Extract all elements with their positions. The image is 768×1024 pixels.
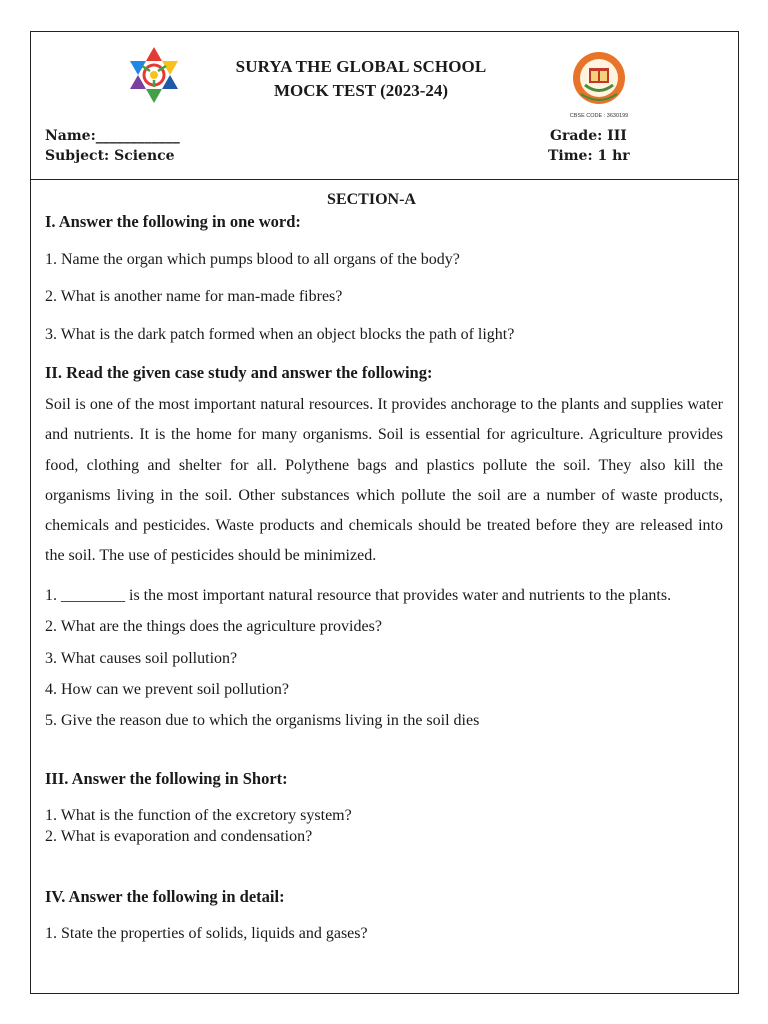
part2-question: 4. How can we prevent soil pollution?	[45, 681, 289, 698]
exam-sheet	[30, 31, 739, 994]
part1-heading: I. Answer the following in one word:	[45, 212, 301, 231]
part3-question: 1. What is the function of the excretory system?	[45, 807, 352, 824]
part4-heading: IV. Answer the following in detail:	[45, 887, 285, 906]
grade-label: Grade: III	[550, 128, 627, 144]
part2-heading: II. Read the given case study and answer the following:	[45, 363, 433, 382]
name-field-label: Name:____________	[45, 128, 180, 144]
part2-question: 1. ________ is the most important natural resource that provides water and nutrients to the plants.	[45, 587, 672, 604]
section-title: SECTION-A	[327, 191, 416, 208]
subject-label: Subject: Science	[45, 148, 175, 164]
exam-title: MOCK TEST (2023-24)	[273, 81, 449, 100]
school-name: SURYA THE GLOBAL SCHOOL	[235, 57, 487, 76]
cbse-emblem-icon	[563, 44, 635, 120]
school-star-logo-icon	[107, 44, 201, 106]
time-label: Time: 1 hr	[548, 148, 630, 164]
part1-question: 3. What is the dark patch formed when an object blocks the path of light?	[45, 326, 515, 343]
part1-question: 1. Name the organ which pumps blood to all organs of the body?	[45, 251, 460, 268]
header-box	[31, 32, 738, 180]
part3-heading: III. Answer the following in Short:	[45, 769, 288, 788]
part2-question: 2. What are the things does the agriculture provides?	[45, 618, 382, 635]
case-study-paragraph: Soil is one of the most important natural resources. It provides anchorage to the plants and supplies water and nutrients. It is the home for many organisms. Soil is essential for agriculture. Agriculture provides food, clothing and shelter for all. Polythene bags and plastics pollute the soil. They also kill the organisms living in the soil. Other substances which pollute the soil are a number of waste products, chemicals and pesticides. Waste products and chemicals should be treated before they are released into the soil. The use of pesticides should be minimized.	[45, 396, 723, 565]
cbse-code: CBSE CODE : 3630199	[569, 113, 629, 119]
part4-question: 1. State the properties of solids, liquids and gases?	[45, 925, 368, 942]
part2-question: 5. Give the reason due to which the organisms living in the soil dies	[45, 712, 480, 729]
part1-question: 2. What is another name for man-made fibres?	[45, 288, 343, 305]
part2-question: 3. What causes soil pollution?	[45, 650, 238, 667]
part3-question: 2. What is evaporation and condensation?	[45, 828, 313, 845]
